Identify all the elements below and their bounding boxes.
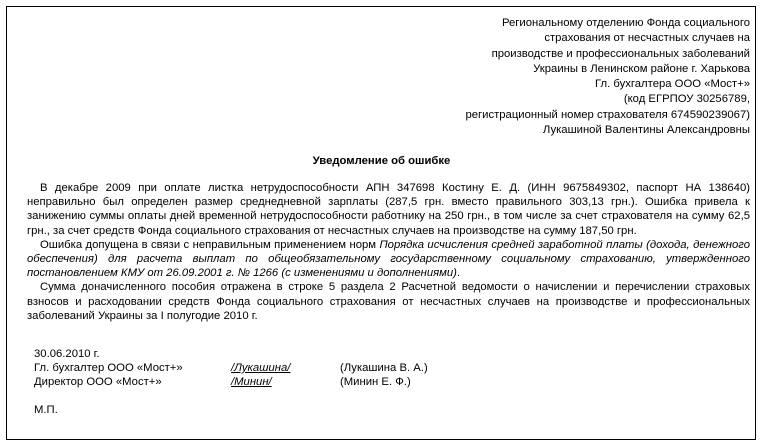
- signature-role: Гл. бухгалтер ООО «Мост+»: [34, 362, 183, 374]
- paragraph-2-start: Ошибка допущена в связи с неправильным применением норм: [40, 238, 380, 251]
- stamp-place: М.П.: [34, 404, 58, 416]
- signature-mark: /Лукашина/: [231, 362, 291, 374]
- document-body: [27, 181, 750, 323]
- paragraph-3: Сумма доначисленного пособия отражена в строке 5 раздела 2 Расчетной ведомости о начислении и перечислении страховых взносов и расходовании средств Фонда социального страхования от несчастных случаев на производстве и профессиональных заболеваний Украины за I полугодие 2010 г.: [27, 281, 750, 322]
- recipient-line: производстве и профессиональных заболеваний: [491, 47, 750, 60]
- paragraph-2: [27, 238, 750, 281]
- paragraph-1: В декабре 2009 при оплате листка нетрудоспособности АПН 347698 Костину Е. Д. (ИНН 9675849302, паспорт НА 138640) неправильно был определен размер среднедневной зарплаты (287,5 грн. вместо правильного 303,13 грн.). Ошибка привела к занижению суммы оплаты дней временной нетрудоспособности работнику на 250 грн., в том числе за счет страхователя на сумму 62,5 грн., за счет средств Фонда социального страхования от несчастных случаев на производстве на сумму 187,50 грн.: [27, 182, 750, 237]
- paragraph-2-italic: Порядка исчисления средней заработной платы (дохода, денежного обеспечения) для расчета выплат по общеобязательному государственному социальному страхованию, утвержденного постановлением КМУ от 26.09.2001 г. № 1266 (с изменениями и дополнениями): [27, 238, 750, 280]
- signature-mark: /Минин/: [231, 376, 272, 389]
- recipient-line: Украины в Ленинском районе г. Харькова: [533, 62, 750, 75]
- recipient-line: страхования от несчастных случаев на: [544, 32, 750, 45]
- sender-line: регистрационный номер страхователя 674590239067): [465, 108, 750, 121]
- signature-role: Директор ООО «Мост+»: [34, 376, 162, 389]
- recipient-block: [465, 16, 750, 138]
- document-date: 30.06.2010 г.: [34, 348, 100, 360]
- sender-line: (код ЕГРПОУ 30256789,: [623, 93, 750, 106]
- document-title: Уведомление об ошибке: [312, 155, 451, 167]
- sender-line: Лукашиной Валентины Александровны: [542, 124, 750, 137]
- sender-line: Гл. бухгалтера ООО «Мост+»: [595, 78, 750, 91]
- signature-name: (Минин Е. Ф.): [340, 376, 411, 389]
- signature-name: (Лукашина В. А.): [340, 362, 428, 374]
- paragraph-2-end: .: [456, 267, 461, 280]
- recipient-line: Региональному отделению Фонда социального: [501, 17, 750, 29]
